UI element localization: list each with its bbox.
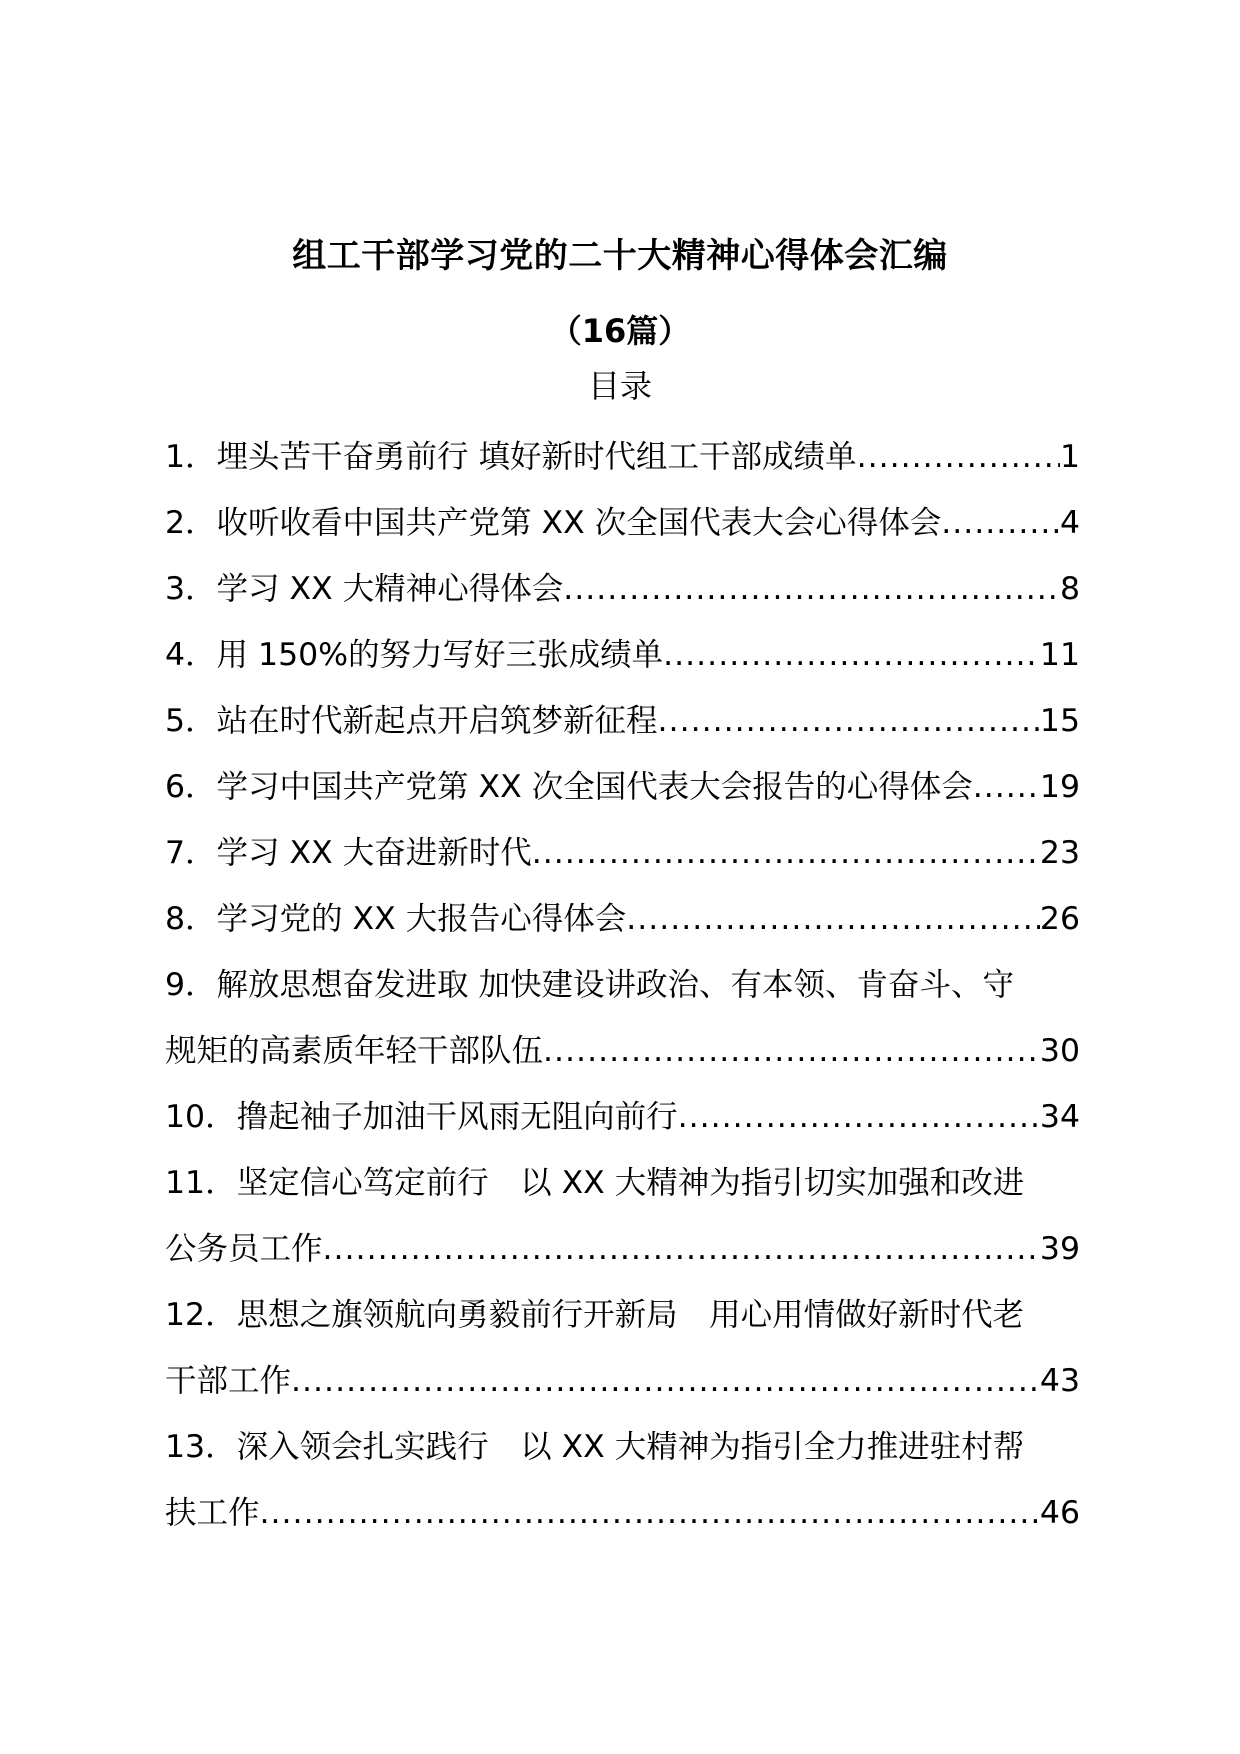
table-of-contents: [165, 424, 1080, 1546]
toc-entry-title: 10．撸起袖子加油干风雨无阻向前行: [165, 1099, 678, 1135]
toc-dot-leader: [678, 1084, 1040, 1150]
toc-entry-title: 12．思想之旗领航向勇毅前行开新局 用心用情做好新时代老: [165, 1297, 1025, 1333]
toc-dot-leader: [663, 622, 1040, 688]
toc-line: [165, 424, 1080, 490]
toc-line: [165, 754, 1080, 820]
toc-page-number: 11: [1039, 637, 1080, 673]
toc-line: [165, 490, 1080, 556]
document-title: 组工干部学习党的二十大精神心得体会汇编: [292, 236, 948, 276]
toc-page-number: 23: [1039, 835, 1080, 871]
toc-line: [165, 886, 1080, 952]
toc-entry-title: 4．用 150%的努力写好三张成绩单: [165, 637, 664, 673]
toc-entry-title: 干部工作: [165, 1363, 292, 1399]
toc-page-number: 43: [1039, 1363, 1080, 1399]
toc-page-number: 15: [1039, 703, 1080, 739]
toc-line: [165, 1480, 1080, 1546]
toc-line: [165, 820, 1080, 886]
toc-entry[interactable]: [165, 952, 1080, 1084]
toc-entry[interactable]: [165, 688, 1080, 754]
toc-entry-title: 3．学习 XX 大精神心得体会: [165, 571, 564, 607]
toc-line: [165, 1348, 1080, 1414]
toc-page-number: 4: [1059, 505, 1080, 541]
toc-entry[interactable]: [165, 820, 1080, 886]
toc-line: [165, 1018, 1080, 1084]
toc-entry-title: 扶工作: [165, 1495, 260, 1531]
toc-entry-title: 规矩的高素质年轻干部队伍: [165, 1033, 544, 1069]
document-subtitle: （16篇）: [549, 312, 691, 350]
toc-dot-leader: [532, 820, 1040, 886]
toc-entry[interactable]: [165, 622, 1080, 688]
toc-page-number: 8: [1059, 571, 1080, 607]
toc-entry[interactable]: [165, 886, 1080, 952]
toc-line: [165, 952, 1080, 1018]
toc-line: [165, 1150, 1080, 1216]
toc-entry[interactable]: [165, 1414, 1080, 1546]
toc-entry-title: 1．埋头苦干奋勇前行 填好新时代组工干部成绩单: [165, 439, 857, 475]
toc-entry[interactable]: [165, 1150, 1080, 1282]
toc-line: [165, 622, 1080, 688]
toc-page-number: 34: [1039, 1099, 1080, 1135]
toc-dot-leader: [626, 886, 1040, 952]
toc-entry[interactable]: [165, 556, 1080, 622]
toc-entry[interactable]: [165, 424, 1080, 490]
toc-dot-leader: [658, 688, 1040, 754]
toc-entry-title: 13．深入领会扎实践行 以 XX 大精神为指引全力推进驻村帮: [165, 1429, 1025, 1465]
toc-entry[interactable]: [165, 754, 1080, 820]
toc-line: [165, 1084, 1080, 1150]
toc-page-number: 26: [1039, 901, 1080, 937]
toc-entry-title: 9．解放思想奋发进取 加快建设讲政治、有本领、肯奋斗、守: [165, 967, 1015, 1003]
toc-entry-title: 7．学习 XX 大奋进新时代: [165, 835, 532, 871]
toc-line: [165, 556, 1080, 622]
toc-dot-leader: [323, 1216, 1040, 1282]
toc-entry-title: 2．收听收看中国共产党第 XX 次全国代表大会心得体会: [165, 505, 942, 541]
toc-entry[interactable]: [165, 1084, 1080, 1150]
toc-line: [165, 1414, 1080, 1480]
toc-page-number: 19: [1039, 769, 1080, 805]
toc-entry[interactable]: [165, 490, 1080, 556]
toc-entry-title: 公务员工作: [165, 1231, 323, 1267]
toc-page-number: 46: [1039, 1495, 1080, 1531]
toc-entry[interactable]: [165, 1282, 1080, 1414]
toc-heading: 目录: [587, 367, 652, 405]
toc-entry-title: 6．学习中国共产党第 XX 次全国代表大会报告的心得体会: [165, 769, 973, 805]
toc-line: [165, 688, 1080, 754]
toc-page-number: 39: [1039, 1231, 1080, 1267]
toc-dot-leader: [973, 754, 1040, 820]
toc-line: [165, 1216, 1080, 1282]
toc-dot-leader: [563, 556, 1060, 622]
toc-entry-title: 11．坚定信心笃定前行 以 XX 大精神为指引切实加强和改进: [165, 1165, 1025, 1201]
toc-entry-title: 8．学习党的 XX 大报告心得体会: [165, 901, 627, 937]
toc-dot-leader: [857, 424, 1060, 490]
toc-entry-title: 5．站在时代新起点开启筑梦新征程: [165, 703, 658, 739]
toc-dot-leader: [260, 1480, 1040, 1546]
toc-line: [165, 1282, 1080, 1348]
toc-page-number: 30: [1039, 1033, 1080, 1069]
toc-dot-leader: [543, 1018, 1040, 1084]
toc-dot-leader: [291, 1348, 1040, 1414]
toc-dot-leader: [941, 490, 1060, 556]
toc-page-number: 1: [1059, 439, 1080, 475]
